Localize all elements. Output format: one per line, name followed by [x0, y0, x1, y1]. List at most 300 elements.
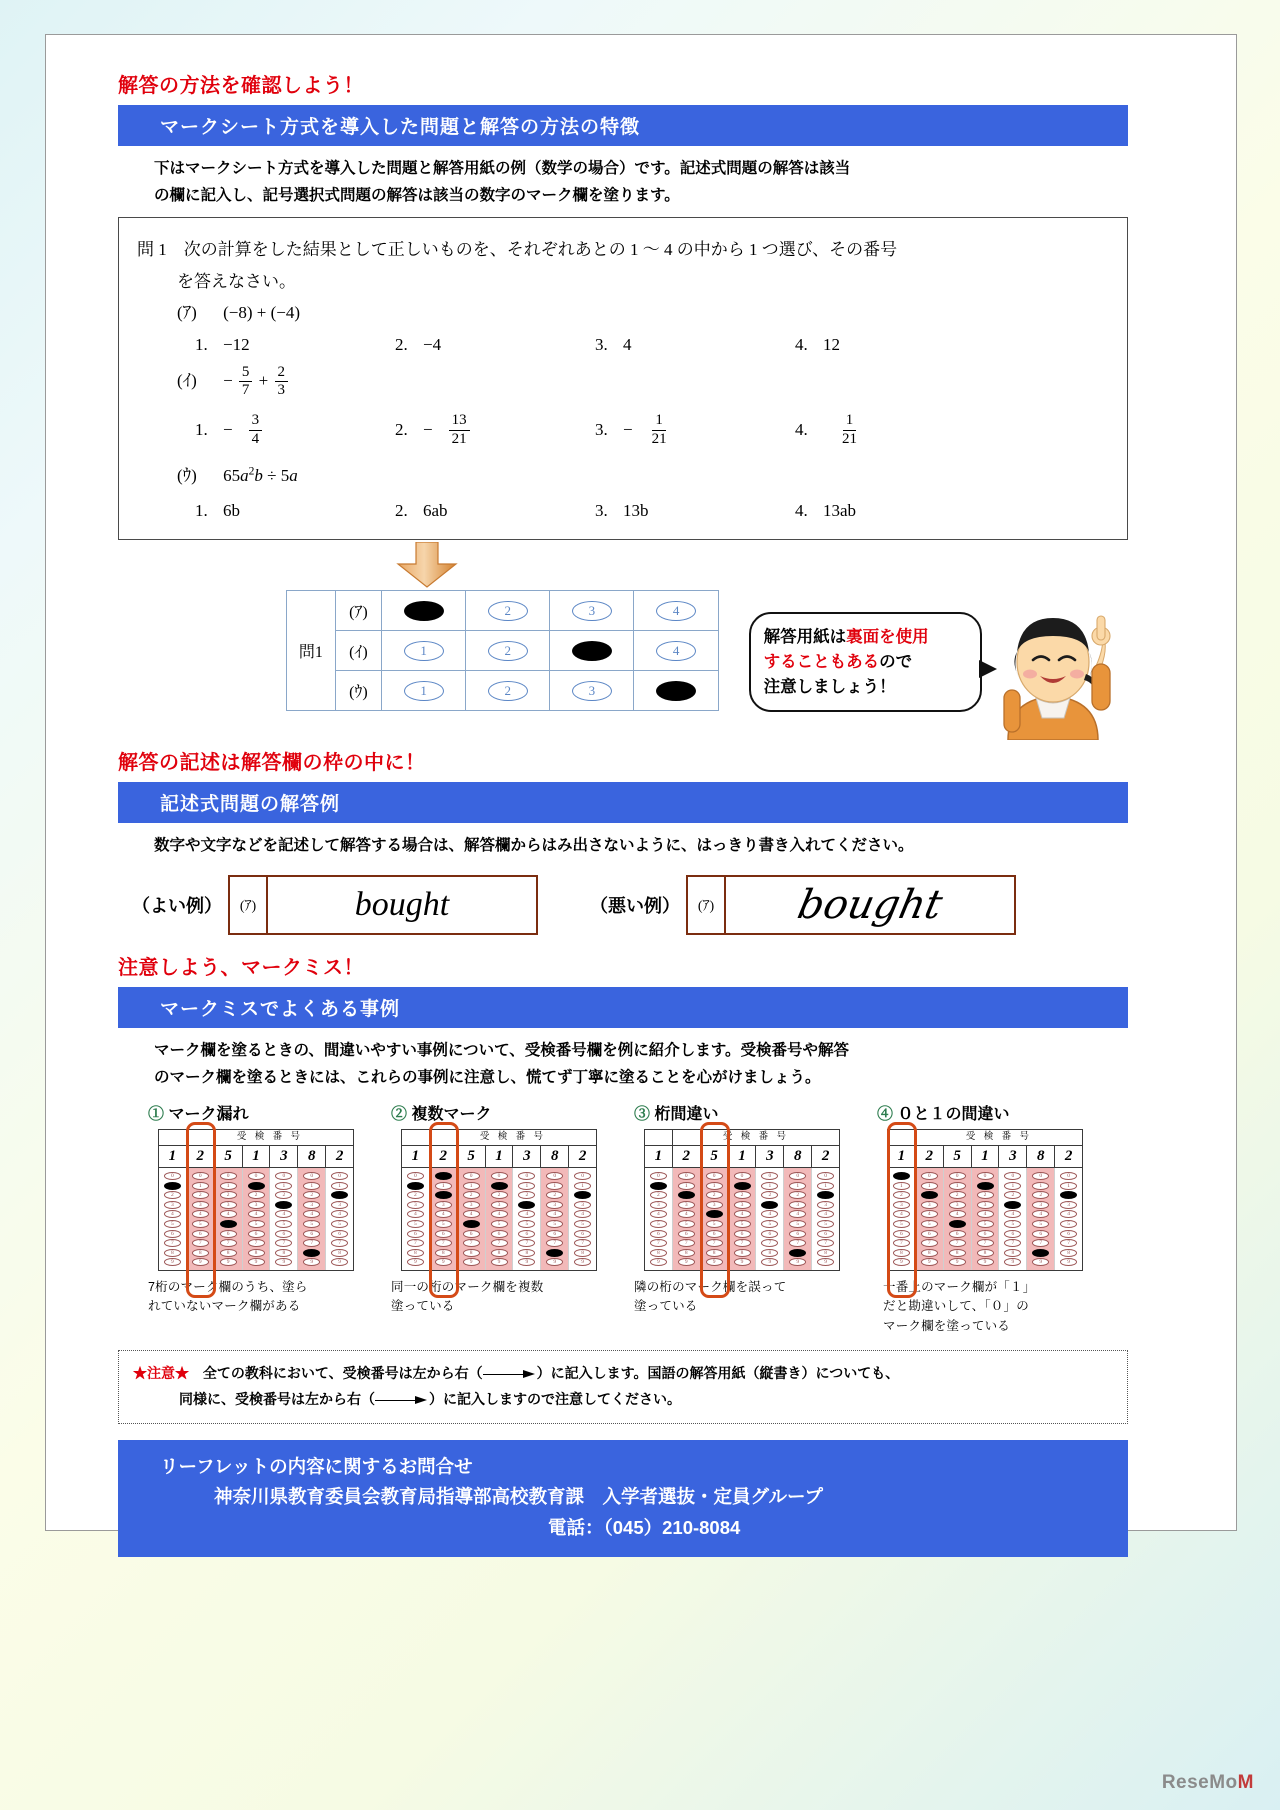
bubble[interactable]: 8: [574, 1249, 591, 1257]
bubble[interactable]: 4: [650, 1210, 667, 1218]
bubble[interactable]: 2: [518, 1191, 535, 1199]
bubble[interactable]: 4: [546, 1210, 563, 1218]
bubble[interactable]: 2: [192, 1191, 209, 1199]
bubble-column[interactable]: [916, 1168, 944, 1270]
bubble[interactable]: 9: [734, 1258, 751, 1266]
bubble[interactable]: 6: [1060, 1230, 1077, 1238]
bubble-filled[interactable]: [463, 1220, 480, 1228]
bubble[interactable]: 8: [761, 1249, 778, 1257]
bubble[interactable]: 7: [977, 1239, 994, 1247]
bubble[interactable]: 9: [463, 1258, 480, 1266]
bubble[interactable]: 1: [706, 1182, 723, 1190]
bubble[interactable]: 9: [303, 1258, 320, 1266]
bubble[interactable]: 9: [164, 1258, 181, 1266]
bubble[interactable]: 4: [656, 601, 696, 621]
bubble-column[interactable]: [402, 1168, 430, 1270]
bubble[interactable]: 6: [491, 1230, 508, 1238]
bubble[interactable]: 3: [546, 1201, 563, 1209]
bubble[interactable]: 1: [404, 681, 444, 701]
bubble[interactable]: 0: [463, 1172, 480, 1180]
bubble[interactable]: 6: [1032, 1230, 1049, 1238]
bubble[interactable]: 8: [1004, 1249, 1021, 1257]
bubble-filled[interactable]: [220, 1220, 237, 1228]
bubble[interactable]: 5: [678, 1220, 695, 1228]
bubble[interactable]: 3: [463, 1201, 480, 1209]
bubble[interactable]: 7: [1060, 1239, 1077, 1247]
bubble[interactable]: 9: [518, 1258, 535, 1266]
bubble[interactable]: 3: [949, 1201, 966, 1209]
bubble-filled[interactable]: [761, 1201, 778, 1209]
bubble[interactable]: 0: [817, 1172, 834, 1180]
bubble[interactable]: 9: [275, 1258, 292, 1266]
bubble[interactable]: 7: [491, 1239, 508, 1247]
bubble[interactable]: 5: [491, 1220, 508, 1228]
bubble[interactable]: 1: [574, 1182, 591, 1190]
bubble[interactable]: 8: [949, 1249, 966, 1257]
bubble-filled[interactable]: [921, 1191, 938, 1199]
bubble[interactable]: 9: [546, 1258, 563, 1266]
bubble[interactable]: 0: [977, 1172, 994, 1180]
bubble[interactable]: 9: [1032, 1258, 1049, 1266]
bubble[interactable]: 2: [488, 681, 528, 701]
bubble[interactable]: 4: [678, 1210, 695, 1218]
bubble[interactable]: 3: [164, 1201, 181, 1209]
bubble[interactable]: 3: [331, 1201, 348, 1209]
bubble[interactable]: 0: [761, 1172, 778, 1180]
bubble-filled[interactable]: [331, 1191, 348, 1199]
bubble[interactable]: 4: [761, 1210, 778, 1218]
bubble[interactable]: 9: [949, 1258, 966, 1266]
bubble[interactable]: 6: [977, 1230, 994, 1238]
bubble[interactable]: 1: [678, 1182, 695, 1190]
bubble[interactable]: 3: [572, 681, 612, 701]
bubble[interactable]: 3: [893, 1201, 910, 1209]
bubble[interactable]: 4: [893, 1210, 910, 1218]
bubble[interactable]: 6: [220, 1230, 237, 1238]
bubble[interactable]: 1: [404, 641, 444, 661]
bubble[interactable]: 2: [275, 1191, 292, 1199]
bubble[interactable]: 2: [220, 1191, 237, 1199]
bubble[interactable]: 8: [734, 1249, 751, 1257]
bubble-column[interactable]: [243, 1168, 271, 1270]
bubble[interactable]: 7: [407, 1239, 424, 1247]
bubble[interactable]: 8: [650, 1249, 667, 1257]
bubble-filled[interactable]: [678, 1191, 695, 1199]
bubble-column[interactable]: [812, 1168, 839, 1270]
bubble[interactable]: 0: [407, 1172, 424, 1180]
bubble[interactable]: 2: [546, 1191, 563, 1199]
bubble[interactable]: 6: [574, 1230, 591, 1238]
bubble[interactable]: 5: [248, 1220, 265, 1228]
bubble-filled[interactable]: [407, 1182, 424, 1190]
bubble-cell[interactable]: [382, 671, 466, 711]
bubble[interactable]: 9: [248, 1258, 265, 1266]
bubble[interactable]: 3: [977, 1201, 994, 1209]
bubble[interactable]: 3: [491, 1201, 508, 1209]
bubble[interactable]: 5: [1004, 1220, 1021, 1228]
bubble[interactable]: 5: [435, 1220, 452, 1228]
bubble[interactable]: 5: [331, 1220, 348, 1228]
bubble-column[interactable]: [1027, 1168, 1055, 1270]
bubble-column[interactable]: [513, 1168, 541, 1270]
bubble[interactable]: 1: [435, 1182, 452, 1190]
bubble[interactable]: 0: [248, 1172, 265, 1180]
bubble-column[interactable]: [430, 1168, 458, 1270]
bubble[interactable]: 2: [977, 1191, 994, 1199]
bubble[interactable]: 0: [574, 1172, 591, 1180]
bubble-column[interactable]: [159, 1168, 187, 1270]
bubble[interactable]: 0: [1004, 1172, 1021, 1180]
bubble-filled[interactable]: [1060, 1191, 1077, 1199]
bubble[interactable]: 3: [706, 1201, 723, 1209]
bubble-column[interactable]: [784, 1168, 812, 1270]
bubble[interactable]: 7: [1032, 1239, 1049, 1247]
bubble[interactable]: 5: [977, 1220, 994, 1228]
bubble[interactable]: 1: [331, 1182, 348, 1190]
bubble[interactable]: 8: [491, 1249, 508, 1257]
bubble[interactable]: 6: [192, 1230, 209, 1238]
bubble[interactable]: 6: [275, 1230, 292, 1238]
bubble[interactable]: 3: [1060, 1201, 1077, 1209]
bubble[interactable]: 3: [650, 1201, 667, 1209]
bubble[interactable]: 5: [1060, 1220, 1077, 1228]
bubble[interactable]: 1: [220, 1182, 237, 1190]
bubble[interactable]: 9: [1060, 1258, 1077, 1266]
bubble-filled[interactable]: [435, 1172, 452, 1180]
bubble-cell[interactable]: [466, 631, 550, 671]
bubble[interactable]: 4: [518, 1210, 535, 1218]
bubble[interactable]: 7: [435, 1239, 452, 1247]
bubble[interactable]: 0: [949, 1172, 966, 1180]
bubble[interactable]: 5: [817, 1220, 834, 1228]
bubble[interactable]: 4: [1032, 1210, 1049, 1218]
bubble-cell[interactable]: [634, 591, 718, 631]
bubble[interactable]: 6: [706, 1230, 723, 1238]
bubble[interactable]: 2: [893, 1191, 910, 1199]
bubble[interactable]: 0: [220, 1172, 237, 1180]
bubble[interactable]: 1: [546, 1182, 563, 1190]
bubble[interactable]: 5: [164, 1220, 181, 1228]
bubble[interactable]: 6: [164, 1230, 181, 1238]
bubble-cell[interactable]: [466, 671, 550, 711]
bubble[interactable]: 6: [761, 1230, 778, 1238]
bubble[interactable]: 2: [491, 1191, 508, 1199]
bubble[interactable]: 1: [817, 1182, 834, 1190]
bubble[interactable]: 4: [220, 1210, 237, 1218]
bubble-filled[interactable]: [546, 1249, 563, 1257]
bubble[interactable]: 0: [678, 1172, 695, 1180]
bubble[interactable]: 8: [331, 1249, 348, 1257]
bubble[interactable]: 6: [331, 1230, 348, 1238]
bubble[interactable]: 4: [491, 1210, 508, 1218]
bubble[interactable]: 2: [789, 1191, 806, 1199]
bubble[interactable]: 2: [248, 1191, 265, 1199]
bubble[interactable]: 5: [275, 1220, 292, 1228]
bubble[interactable]: 4: [656, 641, 696, 661]
bubble[interactable]: 4: [303, 1210, 320, 1218]
bubble-cell[interactable]: [550, 591, 634, 631]
bubble[interactable]: 9: [407, 1258, 424, 1266]
bubble-cell[interactable]: [550, 671, 634, 711]
bubble-column[interactable]: [999, 1168, 1027, 1270]
bubble[interactable]: 9: [706, 1258, 723, 1266]
bubble[interactable]: 6: [949, 1230, 966, 1238]
bubble-column[interactable]: [215, 1168, 243, 1270]
bubble-column[interactable]: [944, 1168, 972, 1270]
bubble[interactable]: 8: [518, 1249, 535, 1257]
bubble[interactable]: 8: [407, 1249, 424, 1257]
bubble-filled[interactable]: [706, 1210, 723, 1218]
bubble[interactable]: 4: [574, 1210, 591, 1218]
bubble[interactable]: 1: [921, 1182, 938, 1190]
bubble[interactable]: 1: [303, 1182, 320, 1190]
bubble-column[interactable]: [673, 1168, 701, 1270]
bubble[interactable]: 1: [275, 1182, 292, 1190]
bubble[interactable]: 5: [192, 1220, 209, 1228]
bubble[interactable]: 6: [407, 1230, 424, 1238]
bubble[interactable]: 1: [949, 1182, 966, 1190]
bubble[interactable]: 4: [248, 1210, 265, 1218]
bubble[interactable]: 7: [1004, 1239, 1021, 1247]
bubble[interactable]: 0: [303, 1172, 320, 1180]
bubble[interactable]: 7: [949, 1239, 966, 1247]
bubble[interactable]: 1: [789, 1182, 806, 1190]
bubble[interactable]: 6: [734, 1230, 751, 1238]
bubble[interactable]: 2: [164, 1191, 181, 1199]
bubble[interactable]: 7: [546, 1239, 563, 1247]
bubble[interactable]: 1: [761, 1182, 778, 1190]
bubble-filled[interactable]: [817, 1191, 834, 1199]
bubble[interactable]: 5: [546, 1220, 563, 1228]
bubble-filled[interactable]: [1032, 1249, 1049, 1257]
bubble[interactable]: 0: [650, 1172, 667, 1180]
bubble-cell[interactable]: [466, 591, 550, 631]
bubble[interactable]: 7: [463, 1239, 480, 1247]
bubble[interactable]: 6: [435, 1230, 452, 1238]
bubble[interactable]: 7: [164, 1239, 181, 1247]
bubble[interactable]: 2: [1004, 1191, 1021, 1199]
bubble[interactable]: 7: [192, 1239, 209, 1247]
bubble-filled[interactable]: [574, 1191, 591, 1199]
bubble[interactable]: 9: [893, 1258, 910, 1266]
bubble[interactable]: 3: [248, 1201, 265, 1209]
bubble[interactable]: 5: [574, 1220, 591, 1228]
bubble[interactable]: 2: [488, 641, 528, 661]
bubble-column[interactable]: [458, 1168, 486, 1270]
bubble[interactable]: 7: [275, 1239, 292, 1247]
bubble[interactable]: 8: [678, 1249, 695, 1257]
bubble[interactable]: 4: [435, 1210, 452, 1218]
bubble-column[interactable]: [569, 1168, 596, 1270]
bubble-filled[interactable]: [572, 641, 612, 661]
bubble[interactable]: 6: [463, 1230, 480, 1238]
bubble[interactable]: 1: [893, 1182, 910, 1190]
bubble-filled[interactable]: [518, 1201, 535, 1209]
bubble-column[interactable]: [756, 1168, 784, 1270]
bubble[interactable]: 7: [734, 1239, 751, 1247]
bubble[interactable]: 9: [1004, 1258, 1021, 1266]
bubble[interactable]: 4: [192, 1210, 209, 1218]
bubble[interactable]: 0: [734, 1172, 751, 1180]
bubble[interactable]: 1: [463, 1182, 480, 1190]
bubble[interactable]: 2: [488, 601, 528, 621]
bubble[interactable]: 3: [435, 1201, 452, 1209]
bubble[interactable]: 6: [921, 1230, 938, 1238]
bubble[interactable]: 3: [1032, 1201, 1049, 1209]
bubble[interactable]: 3: [921, 1201, 938, 1209]
bubble[interactable]: 3: [220, 1201, 237, 1209]
bubble-cell[interactable]: [382, 591, 466, 631]
bubble-column[interactable]: [972, 1168, 1000, 1270]
bubble[interactable]: 6: [650, 1230, 667, 1238]
bubble[interactable]: 3: [572, 601, 612, 621]
bubble[interactable]: 5: [1032, 1220, 1049, 1228]
bubble[interactable]: 0: [491, 1172, 508, 1180]
bubble-cell[interactable]: [382, 631, 466, 671]
bubble[interactable]: 0: [518, 1172, 535, 1180]
bubble[interactable]: 3: [192, 1201, 209, 1209]
bubble[interactable]: 6: [303, 1230, 320, 1238]
bubble[interactable]: 8: [220, 1249, 237, 1257]
bubble[interactable]: 6: [893, 1230, 910, 1238]
bubble[interactable]: 2: [1032, 1191, 1049, 1199]
bubble[interactable]: 3: [303, 1201, 320, 1209]
bubble[interactable]: 8: [817, 1249, 834, 1257]
bubble[interactable]: 4: [331, 1210, 348, 1218]
bubble-column[interactable]: [888, 1168, 916, 1270]
bubble[interactable]: 1: [1032, 1182, 1049, 1190]
bubble[interactable]: 5: [921, 1220, 938, 1228]
bubble[interactable]: 0: [546, 1172, 563, 1180]
bubble-filled[interactable]: [275, 1201, 292, 1209]
bubble[interactable]: 2: [706, 1191, 723, 1199]
bubble-column[interactable]: [701, 1168, 729, 1270]
bubble[interactable]: 8: [921, 1249, 938, 1257]
bubble-column[interactable]: [541, 1168, 569, 1270]
bubble[interactable]: 5: [407, 1220, 424, 1228]
bubble-column[interactable]: [326, 1168, 353, 1270]
bubble[interactable]: 9: [817, 1258, 834, 1266]
bubble[interactable]: 7: [248, 1239, 265, 1247]
bubble[interactable]: 5: [518, 1220, 535, 1228]
bubble-filled[interactable]: [248, 1182, 265, 1190]
bubble[interactable]: 2: [463, 1191, 480, 1199]
bubble[interactable]: 7: [331, 1239, 348, 1247]
bubble-cell[interactable]: [550, 631, 634, 671]
bubble[interactable]: 4: [817, 1210, 834, 1218]
bubble-filled[interactable]: [949, 1220, 966, 1228]
bubble[interactable]: 4: [977, 1210, 994, 1218]
bubble[interactable]: 4: [164, 1210, 181, 1218]
bubble[interactable]: 8: [706, 1249, 723, 1257]
bubble[interactable]: 5: [761, 1220, 778, 1228]
bubble[interactable]: 2: [650, 1191, 667, 1199]
bubble[interactable]: 7: [789, 1239, 806, 1247]
bubble[interactable]: 1: [518, 1182, 535, 1190]
bubble[interactable]: 3: [734, 1201, 751, 1209]
bubble[interactable]: 7: [678, 1239, 695, 1247]
bubble[interactable]: 8: [1060, 1249, 1077, 1257]
bubble[interactable]: 0: [1060, 1172, 1077, 1180]
bubble[interactable]: 1: [1060, 1182, 1077, 1190]
bubble-filled[interactable]: [789, 1249, 806, 1257]
bubble[interactable]: 6: [789, 1230, 806, 1238]
bubble[interactable]: 0: [706, 1172, 723, 1180]
bubble[interactable]: 9: [761, 1258, 778, 1266]
bubble[interactable]: 4: [463, 1210, 480, 1218]
bubble[interactable]: 6: [1004, 1230, 1021, 1238]
bubble[interactable]: 8: [463, 1249, 480, 1257]
bubble[interactable]: 4: [949, 1210, 966, 1218]
bubble-filled[interactable]: [164, 1182, 181, 1190]
bubble[interactable]: 0: [331, 1172, 348, 1180]
bubble[interactable]: 7: [761, 1239, 778, 1247]
bubble-column[interactable]: [1055, 1168, 1082, 1270]
bubble-filled[interactable]: [491, 1182, 508, 1190]
bubble[interactable]: 2: [303, 1191, 320, 1199]
bubble[interactable]: 0: [789, 1172, 806, 1180]
bubble-filled[interactable]: [435, 1191, 452, 1199]
bubble[interactable]: 5: [303, 1220, 320, 1228]
bubble[interactable]: 7: [817, 1239, 834, 1247]
bubble[interactable]: 8: [435, 1249, 452, 1257]
bubble[interactable]: 8: [248, 1249, 265, 1257]
bubble[interactable]: 3: [678, 1201, 695, 1209]
bubble-column[interactable]: [729, 1168, 757, 1270]
bubble[interactable]: 7: [893, 1239, 910, 1247]
bubble[interactable]: 7: [220, 1239, 237, 1247]
bubble-filled[interactable]: [734, 1182, 751, 1190]
bubble[interactable]: 4: [407, 1210, 424, 1218]
bubble[interactable]: 3: [407, 1201, 424, 1209]
bubble[interactable]: 4: [734, 1210, 751, 1218]
bubble[interactable]: 5: [734, 1220, 751, 1228]
bubble[interactable]: 6: [817, 1230, 834, 1238]
bubble[interactable]: 8: [977, 1249, 994, 1257]
bubble-filled[interactable]: [893, 1172, 910, 1180]
bubble-filled[interactable]: [404, 601, 444, 621]
bubble-filled[interactable]: [303, 1249, 320, 1257]
bubble[interactable]: 9: [789, 1258, 806, 1266]
bubble[interactable]: 5: [893, 1220, 910, 1228]
bubble[interactable]: 8: [893, 1249, 910, 1257]
bubble-cell[interactable]: [634, 631, 718, 671]
bubble[interactable]: 5: [706, 1220, 723, 1228]
bubble[interactable]: 2: [949, 1191, 966, 1199]
bubble[interactable]: 8: [164, 1249, 181, 1257]
bubble-filled[interactable]: [656, 681, 696, 701]
bubble[interactable]: 9: [491, 1258, 508, 1266]
bubble-filled[interactable]: [977, 1182, 994, 1190]
bubble[interactable]: 0: [164, 1172, 181, 1180]
bubble[interactable]: 4: [275, 1210, 292, 1218]
bubble[interactable]: 3: [574, 1201, 591, 1209]
bubble-filled[interactable]: [1004, 1201, 1021, 1209]
bubble[interactable]: 0: [192, 1172, 209, 1180]
bubble[interactable]: 9: [574, 1258, 591, 1266]
bubble[interactable]: 3: [789, 1201, 806, 1209]
bubble[interactable]: 9: [331, 1258, 348, 1266]
bubble[interactable]: 6: [248, 1230, 265, 1238]
bubble[interactable]: 0: [275, 1172, 292, 1180]
bubble[interactable]: 7: [574, 1239, 591, 1247]
bubble[interactable]: 1: [192, 1182, 209, 1190]
bubble[interactable]: 9: [435, 1258, 452, 1266]
bubble[interactable]: 8: [192, 1249, 209, 1257]
bubble[interactable]: 4: [921, 1210, 938, 1218]
bubble[interactable]: 6: [518, 1230, 535, 1238]
bubble-column[interactable]: [486, 1168, 514, 1270]
